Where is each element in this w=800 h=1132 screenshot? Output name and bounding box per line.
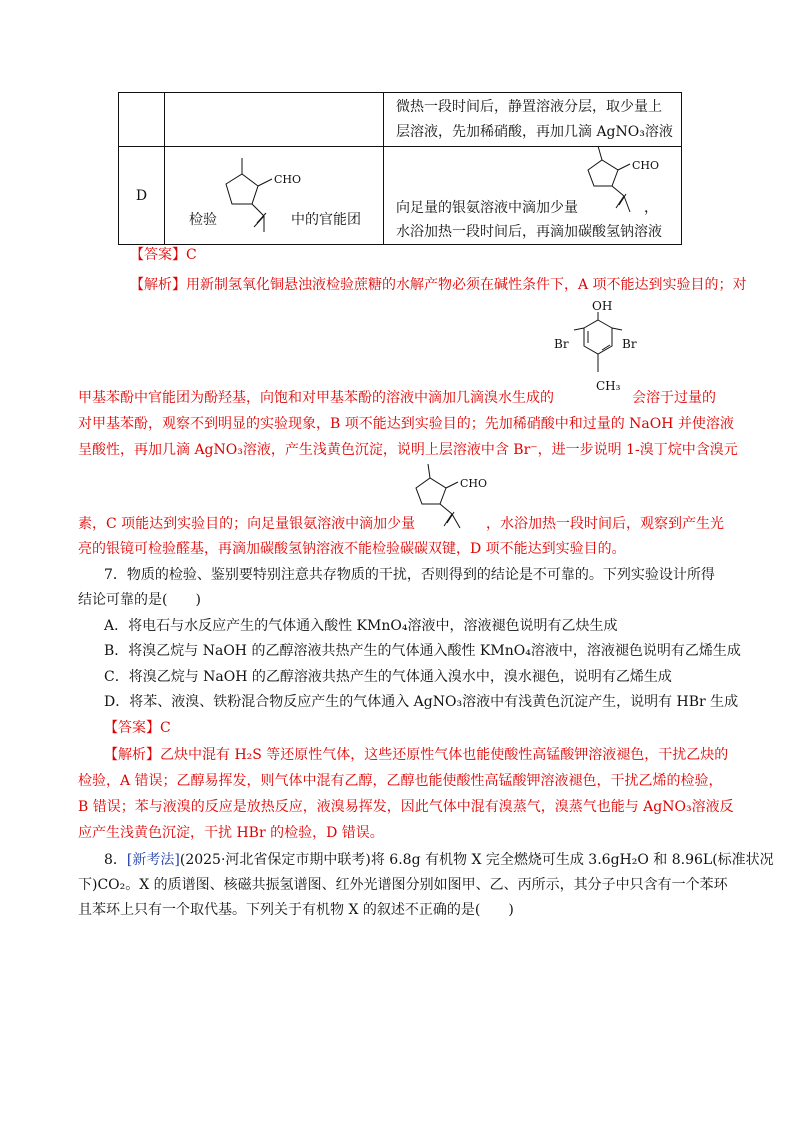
question-source: (2025·河北省保定市期中联考)将 6.8g 有机物 X 完全燃烧可生成 3.6gH₂O 和 8.96L(标准状况 bbox=[179, 852, 774, 868]
ch3-label: CH₃ bbox=[596, 379, 621, 393]
molecule-dibromo-cresol-structure bbox=[552, 300, 662, 402]
table-cell bbox=[119, 93, 165, 147]
answer-label: 【答案】C bbox=[130, 247, 197, 263]
analysis-text: 甲基苯酚中官能团为酚羟基，向饱和对甲基苯酚的溶液中滴加几滴溴水生成的 bbox=[78, 390, 554, 406]
analysis-text: 【解析】用新制氢氧化铜悬浊液检验蔗糖的水解产物必须在碱性条件下，A 项不能达到实验目的；对 bbox=[130, 277, 747, 293]
option-b: B．将溴乙烷与 NaOH 的乙醇溶液共热产生的气体通入酸性 KMnO₄溶液中，溶液褪色说明有乙烯生成 bbox=[104, 643, 741, 659]
table-cell bbox=[165, 93, 384, 147]
analysis-text: 应产生浅黄色沉淀，干扰 HBr 的检验，D 错误。 bbox=[78, 825, 384, 841]
question-stem: 结论可靠的是( ) bbox=[78, 592, 201, 608]
br-label: Br bbox=[554, 337, 569, 351]
experiment-text: 检验 bbox=[189, 212, 217, 228]
table-cell bbox=[384, 93, 682, 147]
cho-label: CHO bbox=[460, 477, 488, 490]
analysis-text: 【解析】乙炔中混有 H₂S 等还原性气体，这些还原性气体也能使酸性高锰酸钾溶液褪色，干扰乙炔的 bbox=[104, 747, 729, 763]
method-text: 水浴加热一段时间后，再滴加碳酸氢钠溶液 bbox=[396, 224, 662, 240]
analysis-text: ，水浴加热一段时间后，观察到产生光 bbox=[486, 516, 724, 532]
experiment-text: 中的官能团 bbox=[291, 212, 361, 228]
table-cell-text: 微热一段时间后，静置溶液分层，取少量上 bbox=[396, 99, 662, 115]
table-row bbox=[119, 93, 682, 147]
analysis-text: 对甲基苯酚，观察不到明显的实验现象，B 项不能达到实验目的；先加稀硝酸中和过量的 NaOH 并使溶液 bbox=[78, 416, 734, 432]
method-text: ， bbox=[644, 200, 658, 216]
option-c: C．将溴乙烷与 NaOH 的乙醇溶液共热产生的气体通入溴水中，溴水褪色，说明有乙烯生成 bbox=[104, 669, 672, 685]
question-stem bbox=[104, 850, 774, 870]
question-stem: 7．物质的检验、鉴别要特别注意共存物质的干扰，否则得到的结论是不可靠的。下列实验设计所得 bbox=[104, 567, 715, 583]
analysis-text: 素，C 项能达到实验目的；向足量银氨溶液中滴加少量 bbox=[78, 516, 416, 532]
analysis-text: 会溶于过量的 bbox=[632, 390, 716, 406]
question-tag: [新考法] bbox=[126, 852, 180, 868]
analysis-text: 亮的银镜可检验醛基，再滴加碳酸氢钠溶液不能检验碳碳双键，D 项不能达到实验目的。 bbox=[78, 541, 626, 557]
question-stem: 且苯环上只有一个取代基。下列关于有机物 X 的叙述不正确的是( ) bbox=[78, 902, 514, 918]
table-cell bbox=[119, 147, 165, 245]
cho-label: CHO bbox=[632, 159, 660, 172]
question-stem: 下)CO₂。X 的质谱图、核磁共振氢谱图、红外光谱图分别如图甲、乙、丙所示，其分子中只含有一个苯环 bbox=[78, 877, 728, 893]
analysis-text: B 错误；苯与液溴的反应是放热反应，液溴易挥发，因此气体中混有溴蒸气，溴蒸气也能与 AgNO₃溶液反 bbox=[78, 799, 734, 815]
option-d: D．将苯、液溴、铁粉混合物反应产生的气体通入 AgNO₃溶液中有浅黄色沉淀产生，说明有 HBr 生成 bbox=[104, 694, 739, 710]
molecule-aldehyde-structure bbox=[572, 144, 672, 218]
analysis-text: 检验，A 错误；乙醇易挥发，则气体中混有乙醇，乙醇也能使酸性高锰酸钾溶液褪色，干扰乙烯的检验， bbox=[78, 773, 723, 789]
option-a: A．将电石与水反应产生的气体通入酸性 KMnO₄溶液中，溶液褪色说明有乙炔生成 bbox=[104, 618, 618, 634]
answer-label: 【答案】C bbox=[104, 720, 171, 736]
oh-label: OH bbox=[592, 300, 613, 313]
molecule-aldehyde-structure bbox=[206, 152, 306, 234]
method-text: 向足量的银氨溶液中滴加少量 bbox=[396, 200, 578, 216]
analysis-text: 呈酸性，再加几滴 AgNO₃溶液，产生浅黄色沉淀，说明上层溶液中含 Br⁻，进一步说明 1-溴丁烷中含溴元 bbox=[78, 442, 738, 458]
br-label: Br bbox=[622, 337, 637, 351]
question-number: 8． bbox=[104, 852, 127, 868]
cho-label: CHO bbox=[274, 173, 302, 186]
table-cell-text: 层溶液，先加稀硝酸，再加几滴 AgNO₃溶液 bbox=[396, 124, 673, 140]
option-label: D bbox=[135, 187, 148, 204]
